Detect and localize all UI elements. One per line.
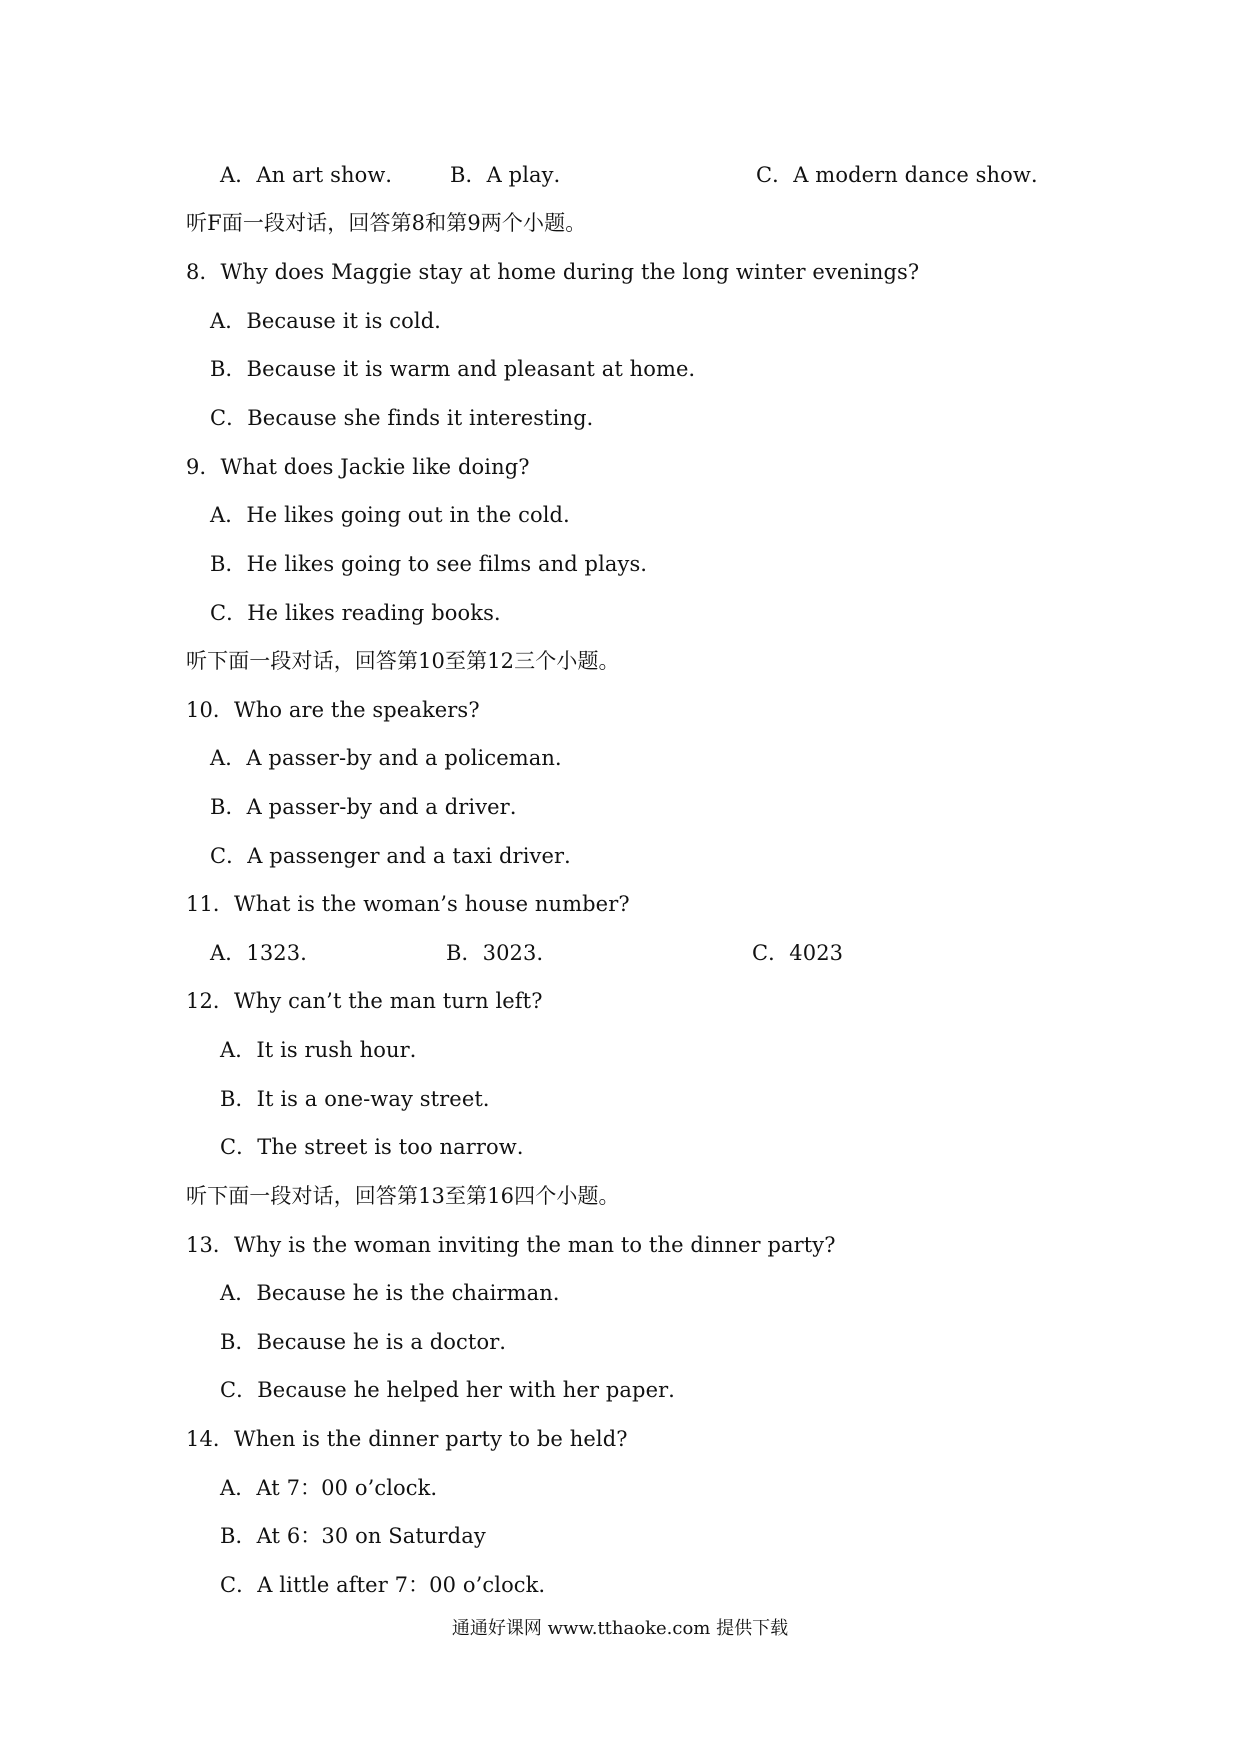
option-c: C．Because he helped her with her paper．: [220, 1378, 690, 1402]
option-c: C．A modern dance show．: [756, 163, 1053, 187]
section-instruction: 听下面一段对话，回答第10至第12三个小题。: [186, 649, 620, 673]
option-c: C．A passenger and a taxi driver．: [210, 844, 586, 868]
option-c: C．4023: [752, 941, 844, 965]
option-b: B．A passer-by and a driver．: [210, 795, 531, 819]
question-stem: 9．What does Jackie like doing?: [186, 455, 530, 479]
option-b: B．He likes going to see films and plays．: [210, 552, 662, 576]
option-a: A．Because he is the chairman．: [220, 1281, 574, 1305]
question-stem: 8．Why does Maggie stay at home during the long winter evenings?: [186, 260, 920, 284]
section-instruction: 听下面一段对话，回答第13至第16四个小题。: [186, 1184, 620, 1208]
question-stem: 13．Why is the woman inviting the man to the dinner party?: [186, 1233, 836, 1257]
question-stem: 11．What is the woman’s house number?: [186, 892, 630, 916]
page-footer: 通通好课网 www.tthaoke.com 提供下载: [451, 1618, 789, 1639]
question-stem: 12．Why can’t the man turn left?: [186, 989, 543, 1013]
option-a: A．At 7：00 o’clock．: [220, 1476, 452, 1500]
option-a: A．He likes going out in the cold．: [210, 503, 585, 527]
option-b: B．It is a one-way street．: [220, 1087, 504, 1111]
option-b: B．Because he is a doctor．: [220, 1330, 521, 1354]
option-b: B．Because it is warm and pleasant at home．: [210, 357, 710, 381]
option-b: B．A play．: [450, 163, 575, 187]
question-stem: 14．When is the dinner party to be held?: [186, 1427, 628, 1451]
option-c: C．Because she finds it interesting．: [210, 406, 608, 430]
option-a: A．1323．: [210, 941, 322, 965]
option-a: A．An art show．: [220, 163, 407, 187]
option-c: C．The street is too narrow．: [220, 1135, 538, 1159]
option-c: C．He likes reading books．: [210, 601, 516, 625]
option-c: C．A little after 7：00 o’clock．: [220, 1573, 560, 1597]
option-b: B．At 6：30 on Saturday: [220, 1524, 486, 1548]
option-a: A．Because it is cold．: [210, 309, 456, 333]
option-b: B．3023．: [446, 941, 558, 965]
option-a: A．A passer-by and a policeman．: [210, 746, 577, 770]
question-stem: 10．Who are the speakers?: [186, 698, 480, 722]
section-instruction: 听F面一段对话，回答第8和第9两个小题。: [186, 211, 587, 235]
option-a: A．It is rush hour．: [220, 1038, 431, 1062]
